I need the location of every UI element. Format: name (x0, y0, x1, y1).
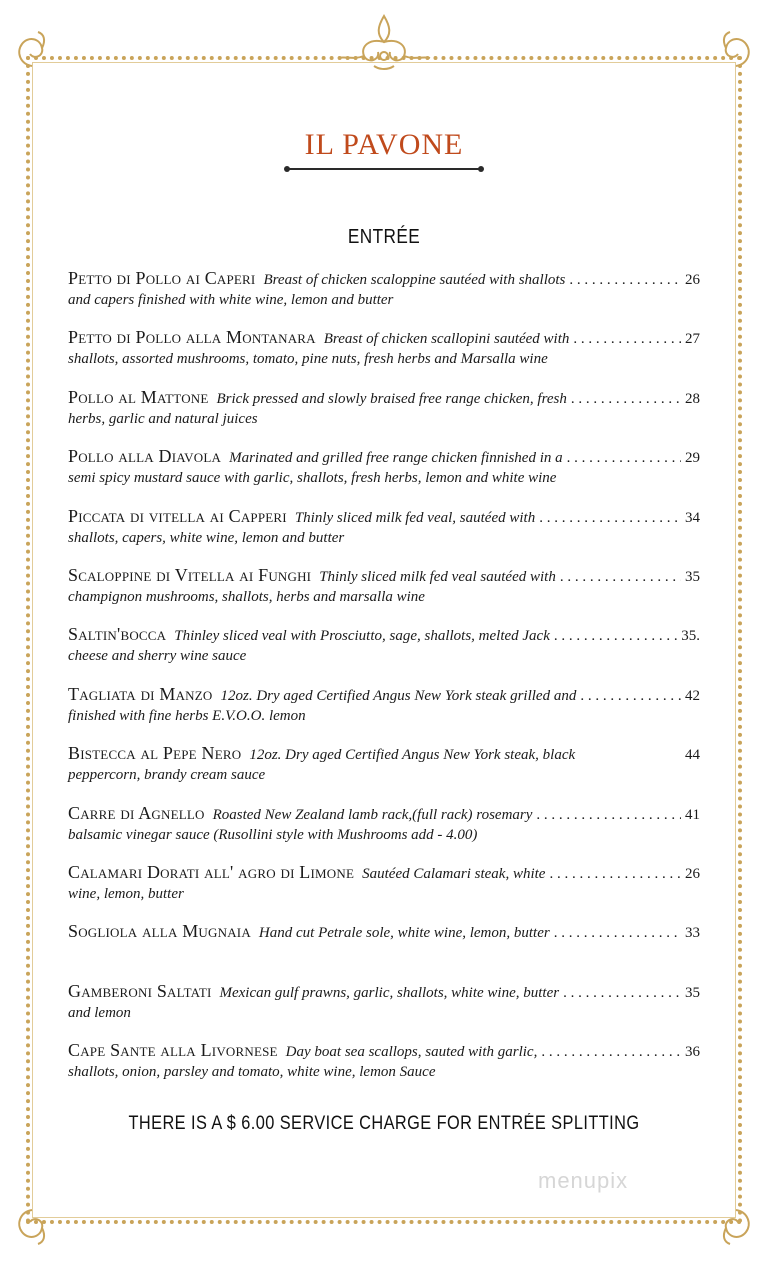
menu-item-price: 33 (685, 925, 700, 942)
menu-item (68, 506, 700, 565)
menu-item-line (68, 327, 700, 349)
dot-leader (580, 686, 681, 706)
menu-item (68, 684, 700, 743)
corner-flourish-icon (12, 1206, 52, 1246)
menu-item-name: Cape Sante alla Livornese (68, 1040, 278, 1061)
menu-item-name: Carre di Agnello (68, 802, 205, 823)
menu-item-line (68, 624, 700, 646)
menu-item (68, 387, 700, 446)
menu-item-line (68, 565, 700, 587)
dot-leader (560, 567, 681, 587)
dot-leader (571, 389, 681, 409)
menu-item-price: 26 (685, 865, 700, 882)
menu-item-description-cont: and lemon (68, 1004, 131, 1021)
menu-item-line (68, 387, 700, 409)
dot-leader (567, 448, 681, 468)
menu-item-description: Sautéed Calamari steak, white (362, 865, 546, 882)
menu-item-price: 36 (685, 1044, 700, 1061)
menu-item-description-cont: herbs, garlic and natural juices (68, 410, 258, 427)
menu-item-description-cont: cheese and sherry wine sauce (68, 648, 247, 665)
menu-item (68, 565, 700, 624)
menu-item-description-cont: balsamic vinegar sauce (Rusollini style with Mushrooms add - 4.00) (68, 826, 478, 843)
menu-item (68, 624, 700, 683)
menu-item-line (68, 684, 700, 706)
menu-item (68, 327, 700, 386)
menu-item-name: Sogliola alla Mugnaia (68, 921, 251, 942)
menu-item-price: 28 (685, 390, 700, 407)
menu-item-price: 26 (685, 272, 700, 288)
menu-item-description-cont: peppercorn, brandy cream sauce (68, 767, 266, 784)
menu-item-description: Thinley sliced veal with Prosciutto, sage, shallots, melted Jack (174, 628, 550, 645)
menu-item-price: 35. (681, 628, 700, 645)
title-divider (287, 168, 481, 170)
menu-item-description-cont: and capers finished with white wine, lemon and butter (68, 292, 394, 308)
menu-item-line (68, 981, 700, 1003)
menu-item-price: 35 (685, 984, 700, 1001)
menu-list (68, 268, 700, 1099)
menu-item-description: Breast of chicken scaloppine sautéed with shallots (263, 272, 566, 288)
menu-item-description: Thinly sliced milk fed veal, sautéed with (294, 509, 536, 526)
menu-item-name: Bistecca al Pepe Nero (68, 743, 242, 764)
section-heading: ENTRÉE (347, 226, 421, 248)
menu-item-description: Marinated and grilled free range chicken finnished in a (229, 450, 563, 467)
menu-item-name: Tagliata di Manzo (68, 683, 213, 704)
dot-leader (569, 270, 681, 290)
menu-item-price: 42 (685, 687, 700, 704)
menu-item-line (68, 921, 700, 943)
menu-item-line (68, 446, 700, 468)
menu-item-price: 41 (685, 806, 700, 823)
menu-item (68, 803, 700, 862)
watermark-text: menupix (538, 1168, 629, 1193)
menu-item (68, 981, 700, 1040)
service-charge-note: THERE IS A $ 6.00 SERVICE CHARGE FOR ENTRÉE SPLITTING (128, 1113, 640, 1134)
menu-item-description: Thinly sliced milk fed veal sautéed with (319, 568, 556, 585)
menu-item-name: Pollo alla Diavola (68, 446, 222, 467)
menu-item-description: Mexican gulf prawns, garlic, shallots, white wine, butter (219, 984, 560, 1001)
menu-item-description: Breast of chicken scallopini sautéed with (323, 331, 570, 348)
menu-item (68, 921, 700, 980)
menu-item-name: Calamari Dorati all' agro di Limone (68, 861, 355, 882)
restaurant-title: IL PAVONE (304, 128, 464, 161)
menu-item-name: Pollo al Mattone (68, 386, 209, 407)
menu-item-description: 12oz. Dry aged Certified Angus New York steak grilled and (220, 687, 577, 704)
menu-item-name: Saltin'bocca (68, 624, 167, 645)
menu-item-name: Piccata di vitella ai Capperi (68, 505, 287, 526)
corner-flourish-icon (12, 30, 52, 70)
menu-item-description: Roasted New Zealand lamb rack,(full rack) rosemary (212, 806, 533, 823)
menu-item-line (68, 1040, 700, 1062)
menu-item-description-cont: shallots, capers, white wine, lemon and butter (68, 529, 345, 546)
menu-item-price: 34 (685, 509, 700, 526)
menu-item-price: 27 (685, 331, 700, 348)
dot-leader (563, 983, 681, 1003)
menu-item-line (68, 506, 700, 528)
menu-item-description-cont: shallots, assorted mushrooms, tomato, pine nuts, fresh herbs and Marsalla wine (68, 351, 548, 368)
menu-item-price: 35 (685, 568, 700, 585)
menu-item-price: 44 (685, 747, 700, 764)
menu-item-price: 29 (685, 450, 700, 467)
menu-item-description: Brick pressed and slowly braised free range chicken, fresh (216, 390, 567, 407)
menu-item (68, 1040, 700, 1099)
menu-item (68, 743, 700, 802)
menu-item-name: Gamberoni Saltati (68, 980, 212, 1001)
menu-item-description-cont: wine, lemon, butter (68, 885, 184, 902)
menu-item-description-cont: semi spicy mustard sauce with garlic, shallots, fresh herbs, lemon and white wine (68, 470, 557, 487)
menu-item-description-cont: shallots, onion, parsley and tomato, white wine, lemon Sauce (68, 1064, 436, 1081)
corner-flourish-icon (716, 1206, 756, 1246)
dot-leader (573, 329, 681, 349)
menu-item-name: Scaloppine di Vitella ai Funghi (68, 564, 312, 585)
dot-leader (541, 1042, 681, 1062)
menu-item-description: 12oz. Dry aged Certified Angus New York steak, black (249, 747, 576, 764)
menu-item-description-cont: finished with fine herbs E.V.O.O. lemon (68, 707, 306, 724)
menu-item (68, 268, 700, 327)
menu-item (68, 862, 700, 921)
top-flourish-icon (334, 12, 434, 74)
menu-item-name: Petto di Pollo ai Caperi (68, 268, 256, 288)
menu-item-description: Day boat sea scallops, sauted with garlic, (285, 1044, 538, 1061)
menu-item (68, 446, 700, 505)
menu-item-line (68, 268, 700, 290)
menu-item-name: Petto di Pollo alla Montanara (68, 327, 316, 348)
menu-item-line (68, 862, 700, 884)
corner-flourish-icon (716, 30, 756, 70)
menu-item-description: Hand cut Petrale sole, white wine, lemon, butter (258, 925, 550, 942)
menu-item-line (68, 803, 700, 825)
dot-leader (549, 864, 681, 884)
menu-item-line (68, 743, 700, 765)
menu-item-description-cont: champignon mushrooms, shallots, herbs and marsalla wine (68, 588, 425, 605)
dot-leader (554, 626, 677, 646)
dot-leader (536, 805, 681, 825)
dot-leader (539, 508, 681, 528)
dot-leader (554, 923, 681, 943)
